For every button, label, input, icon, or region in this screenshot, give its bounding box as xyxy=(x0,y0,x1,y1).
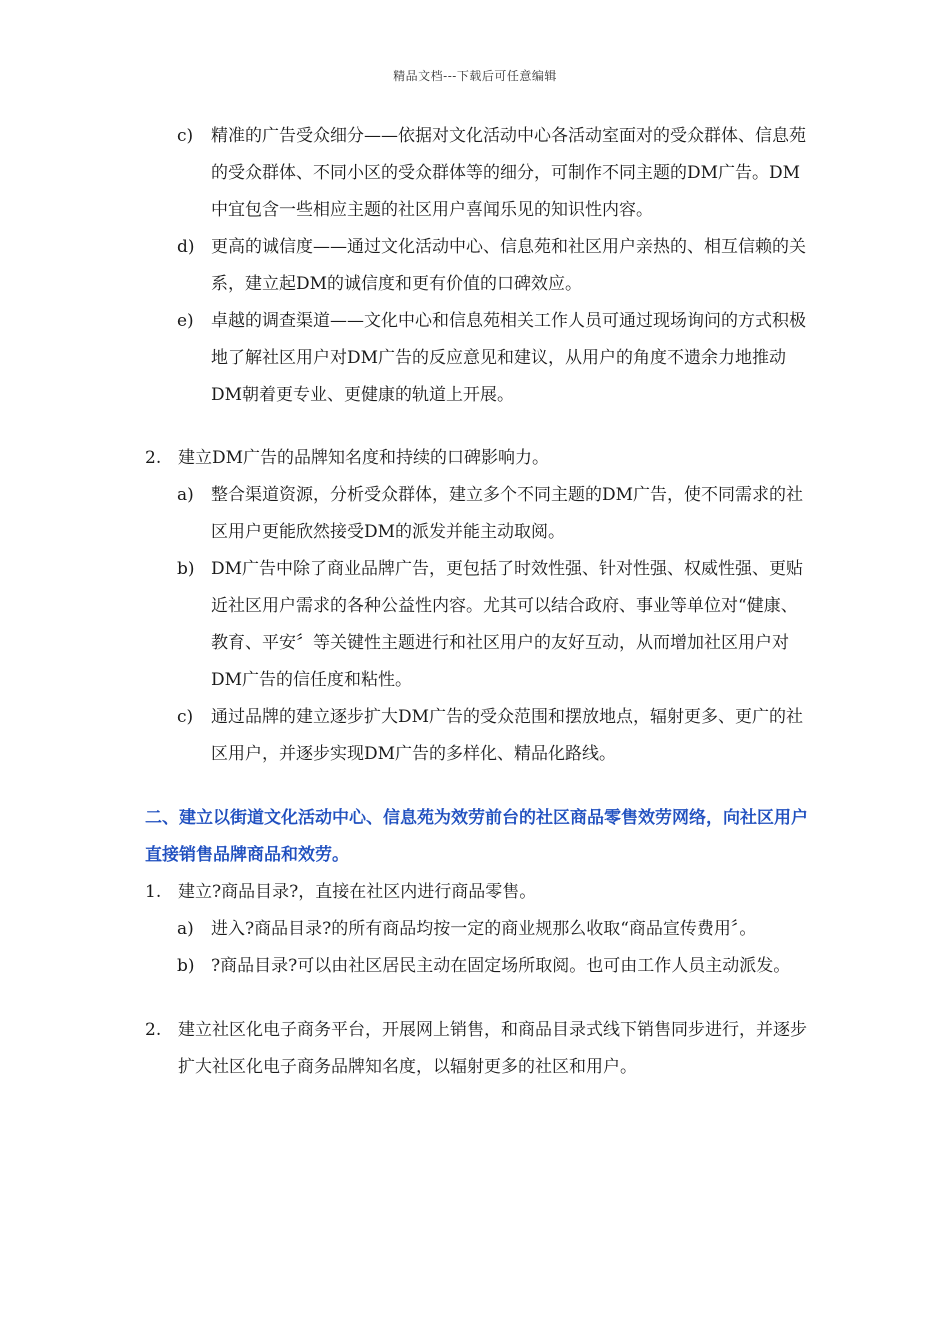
paragraph-spacer xyxy=(0,985,950,1012)
list-item-text: 整合渠道资源，分析受众群体，建立多个不同主题的DM广告，使不同需求的社区用户更能欣然接受DM的派发并能主动取阅。 xyxy=(211,485,804,542)
list-item xyxy=(0,303,950,414)
list-item-text: 建立社区化电子商务平台，开展网上销售，和商品目录式线下销售同步进行，并逐步扩大社区化电子商务品牌知名度，以辐射更多的社区和用户。 xyxy=(178,1020,807,1077)
list-item xyxy=(0,948,950,985)
list-item xyxy=(0,911,950,948)
numbered-item xyxy=(0,440,950,477)
list-marker: b) xyxy=(177,956,195,976)
list-marker: b) xyxy=(177,559,195,579)
numbered-item xyxy=(0,1012,950,1086)
paragraph-spacer xyxy=(0,773,950,800)
list-marker: 2. xyxy=(145,448,162,468)
list-item xyxy=(0,477,950,551)
list-item-text: 建立?商品目录?，直接在社区内进行商品零售。 xyxy=(178,882,537,902)
list-item-text: 进入?商品目录?的所有商品均按一定的商业规那么收取“商品宣传费用〞。 xyxy=(211,919,757,939)
list-marker: c) xyxy=(177,707,194,727)
list-marker: e) xyxy=(177,311,194,331)
list-marker: a) xyxy=(177,485,194,505)
document-body xyxy=(0,118,950,1086)
list-item-text: 卓越的调查渠道——文化中心和信息苑相关工作人员可通过现场询问的方式积极地了解社区用户对DM广告的反应意见和建议，从用户的角度不遗余力地推动DM朝着更专业、更健康的轨道上开展。 xyxy=(211,311,806,405)
numbered-item xyxy=(0,874,950,911)
list-item-text: 建立DM广告的品牌知名度和持续的口碑影响力。 xyxy=(178,448,550,468)
paragraph-spacer xyxy=(0,414,950,440)
list-item xyxy=(0,699,950,773)
list-marker: 2. xyxy=(145,1020,162,1040)
list-item-text: 更高的诚信度——通过文化活动中心、信息苑和社区用户亲热的、相互信赖的关系，建立起DM的诚信度和更有价值的口碑效应。 xyxy=(211,237,806,294)
list-item-text: 通过品牌的建立逐步扩大DM广告的受众范围和摆放地点，辐射更多、更广的社区用户，并逐步实现DM广告的多样化、精品化路线。 xyxy=(211,707,804,764)
list-item xyxy=(0,118,950,229)
list-item xyxy=(0,229,950,303)
list-marker: d) xyxy=(177,237,195,257)
section-heading: 二、建立以街道文化活动中心、信息苑为效劳前台的社区商品零售效劳网络，向社区用户直接销售品牌商品和效劳。 xyxy=(145,808,808,865)
list-marker: 1. xyxy=(145,882,162,902)
list-item-text: 精准的广告受众细分——依据对文化活动中心各活动室面对的受众群体、信息苑的受众群体、不同小区的受众群体等的细分，可制作不同主题的DM广告。DM中宜包含一些相应主题的社区用户喜闻乐见的知识性内容。 xyxy=(211,126,806,220)
list-marker: a) xyxy=(177,919,194,939)
list-item-text: DM广告中除了商业品牌广告，更包括了时效性强、针对性强、权威性强、更贴近社区用户需求的各种公益性内容。尤其可以结合政府、事业等单位对“健康、教育、平安〞等关键性主题进行和社区用户的友好互动，从而增加社区用户对DM广告的信任度和粘性。 xyxy=(211,559,804,690)
page-header: 精品文档---下载后可任意编辑 xyxy=(393,69,557,83)
list-item-text: ?商品目录?可以由社区居民主动在固定场所取阅。也可由工作人员主动派发。 xyxy=(211,956,791,976)
list-item xyxy=(0,551,950,699)
list-marker: c) xyxy=(177,126,194,146)
